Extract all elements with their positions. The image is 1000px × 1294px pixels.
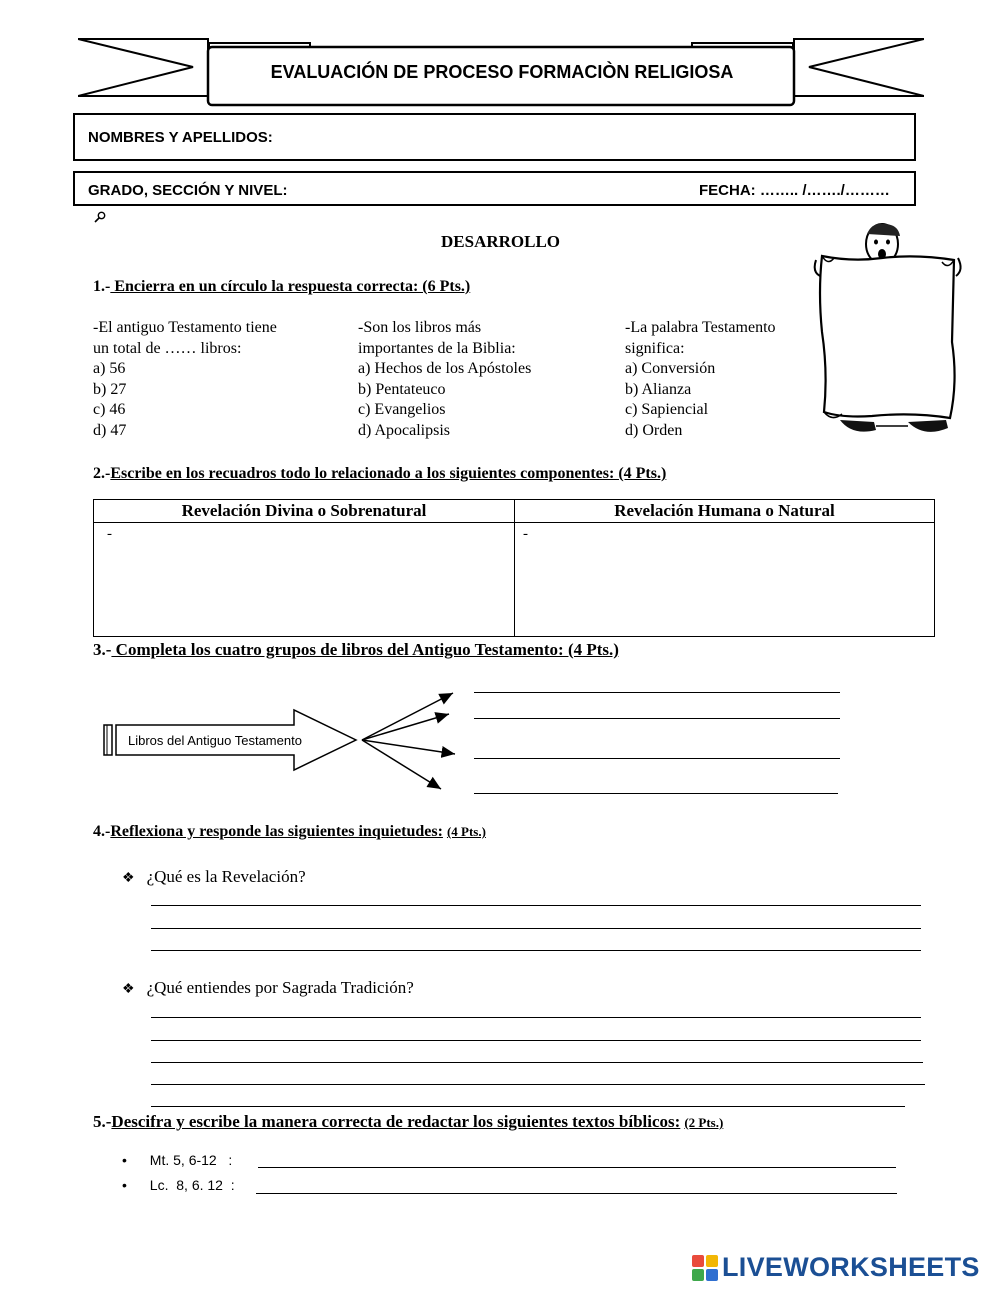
q1-col3-line: -La palabra Testamento bbox=[625, 319, 776, 336]
date-label: FECHA: …….. /……./……… bbox=[699, 182, 890, 199]
grade-label: GRADO, SECCIÓN Y NIVEL: bbox=[88, 182, 288, 199]
cell-dash: - bbox=[107, 526, 112, 542]
question-3 bbox=[93, 640, 619, 660]
q4-item-2-text: ¿Qué entiendes por Sagrada Tradición? bbox=[146, 978, 414, 997]
divine-answer-cell[interactable] bbox=[94, 523, 515, 637]
cell-dash: - bbox=[523, 526, 528, 542]
bullet-icon: • bbox=[122, 1177, 127, 1193]
logo-square bbox=[706, 1255, 718, 1267]
question-4-points: (4 Pts.) bbox=[446, 824, 486, 839]
q5-item-1 bbox=[122, 1152, 232, 1168]
answer-line[interactable] bbox=[474, 793, 838, 794]
q1-col2-option[interactable]: b) Pentateuco bbox=[358, 380, 446, 398]
scroll-man-illustration bbox=[812, 222, 967, 444]
q1-col3-line: significa: bbox=[625, 339, 685, 357]
q1-col2-option[interactable]: d) Apocalipsis bbox=[358, 421, 450, 439]
liveworksheets-logo bbox=[692, 1255, 720, 1283]
question-2-text: Escribe en los recuadros todo lo relacionado a los siguientes componentes: (4 Pts.) bbox=[110, 465, 667, 482]
q1-column-2[interactable] bbox=[358, 318, 531, 441]
answer-line[interactable] bbox=[474, 718, 840, 719]
question-3-text: Completa los cuatro grupos de libros del Antiguo Testamento: (4 Pts.) bbox=[111, 640, 619, 659]
answer-line[interactable] bbox=[151, 1062, 923, 1063]
answer-line[interactable] bbox=[151, 950, 921, 951]
answer-line[interactable] bbox=[151, 928, 921, 929]
human-answer-cell[interactable] bbox=[515, 523, 935, 637]
q4-item-1 bbox=[122, 867, 306, 887]
question-5-number: 5.- bbox=[93, 1112, 112, 1131]
revelation-table bbox=[93, 499, 935, 637]
table-header-human: Revelación Humana o Natural bbox=[515, 500, 935, 523]
answer-line[interactable] bbox=[258, 1167, 896, 1168]
question-1 bbox=[93, 278, 470, 296]
question-1-text: Encierra en un círculo la respuesta correcta: (6 Pts.) bbox=[110, 278, 471, 295]
q1-column-1[interactable] bbox=[93, 318, 277, 441]
question-3-number: 3.- bbox=[93, 640, 112, 659]
names-box[interactable] bbox=[73, 113, 916, 161]
question-2-number: 2.- bbox=[93, 465, 111, 482]
logo-square bbox=[692, 1255, 704, 1267]
answer-line[interactable] bbox=[151, 1106, 905, 1107]
q1-col2-option[interactable]: c) Evangelios bbox=[358, 401, 446, 418]
answer-line[interactable] bbox=[474, 692, 840, 693]
q4-item-2 bbox=[122, 978, 414, 998]
q1-col1-option[interactable]: c) 46 bbox=[93, 401, 126, 418]
q1-col3-option[interactable]: a) Conversión bbox=[625, 360, 716, 377]
answer-line[interactable] bbox=[474, 758, 840, 759]
liveworksheets-brand: LIVEWORKSHEETS bbox=[722, 1252, 980, 1282]
answer-line[interactable] bbox=[151, 905, 921, 906]
q1-col2-option[interactable]: a) Hechos de los Apóstoles bbox=[358, 360, 532, 377]
q1-col1-line: -El antiguo Testamento tiene bbox=[93, 319, 277, 336]
bullet-icon: • bbox=[122, 1152, 127, 1168]
diamond-bullet-icon: ❖ bbox=[122, 982, 135, 997]
question-5 bbox=[93, 1112, 723, 1132]
q5-item-2 bbox=[122, 1177, 235, 1193]
q1-col1-option[interactable]: b) 27 bbox=[93, 380, 127, 398]
names-label: NOMBRES Y APELLIDOS: bbox=[88, 129, 273, 146]
page-title: EVALUACIÓN DE PROCESO FORMACIÒN RELIGIOSA bbox=[270, 62, 734, 82]
logo-square bbox=[692, 1269, 704, 1281]
q1-col3-option[interactable]: c) Sapiencial bbox=[625, 401, 709, 418]
question-5-text: Descifra y escribe la manera correcta de redactar los siguientes textos bíblicos: bbox=[111, 1112, 681, 1131]
question-5-points: (2 Pts.) bbox=[684, 1115, 724, 1130]
answer-line[interactable] bbox=[151, 1040, 921, 1041]
section-title: DESARROLLO bbox=[441, 232, 561, 251]
question-4-number: 4.- bbox=[93, 823, 111, 840]
q1-col3-option[interactable]: b) Alianza bbox=[625, 380, 692, 398]
q1-col1-option[interactable]: d) 47 bbox=[93, 421, 127, 439]
q1-col2-line: importantes de la Biblia: bbox=[358, 339, 516, 357]
q4-item-1-text: ¿Qué es la Revelación? bbox=[146, 867, 306, 886]
question-1-number: 1.- bbox=[93, 278, 111, 295]
table-header-divine: Revelación Divina o Sobrenatural bbox=[94, 500, 515, 523]
q1-column-3[interactable] bbox=[625, 318, 776, 441]
q5-item-2-text: Lc. 8, 6. 12 : bbox=[149, 1177, 235, 1193]
answer-line[interactable] bbox=[256, 1193, 897, 1194]
answer-line[interactable] bbox=[151, 1017, 921, 1018]
q1-col3-option[interactable]: d) Orden bbox=[625, 421, 683, 439]
question-4-text: Reflexiona y responde las siguientes inquietudes: bbox=[110, 823, 443, 840]
search-icon bbox=[94, 211, 106, 223]
answer-line[interactable] bbox=[151, 1084, 925, 1085]
grade-box[interactable] bbox=[73, 171, 916, 206]
q1-col1-option[interactable]: a) 56 bbox=[93, 360, 126, 377]
books-arrow-label: Libros del Antiguo Testamento bbox=[128, 733, 302, 748]
logo-square bbox=[706, 1269, 718, 1281]
q5-item-1-text: Mt. 5, 6-12 : bbox=[149, 1152, 233, 1168]
q1-col2-line: -Son los libros más bbox=[358, 319, 482, 336]
question-2 bbox=[93, 465, 666, 483]
diamond-bullet-icon: ❖ bbox=[122, 871, 135, 886]
q1-col1-line: un total de …… libros: bbox=[93, 339, 242, 357]
question-4 bbox=[93, 823, 486, 841]
